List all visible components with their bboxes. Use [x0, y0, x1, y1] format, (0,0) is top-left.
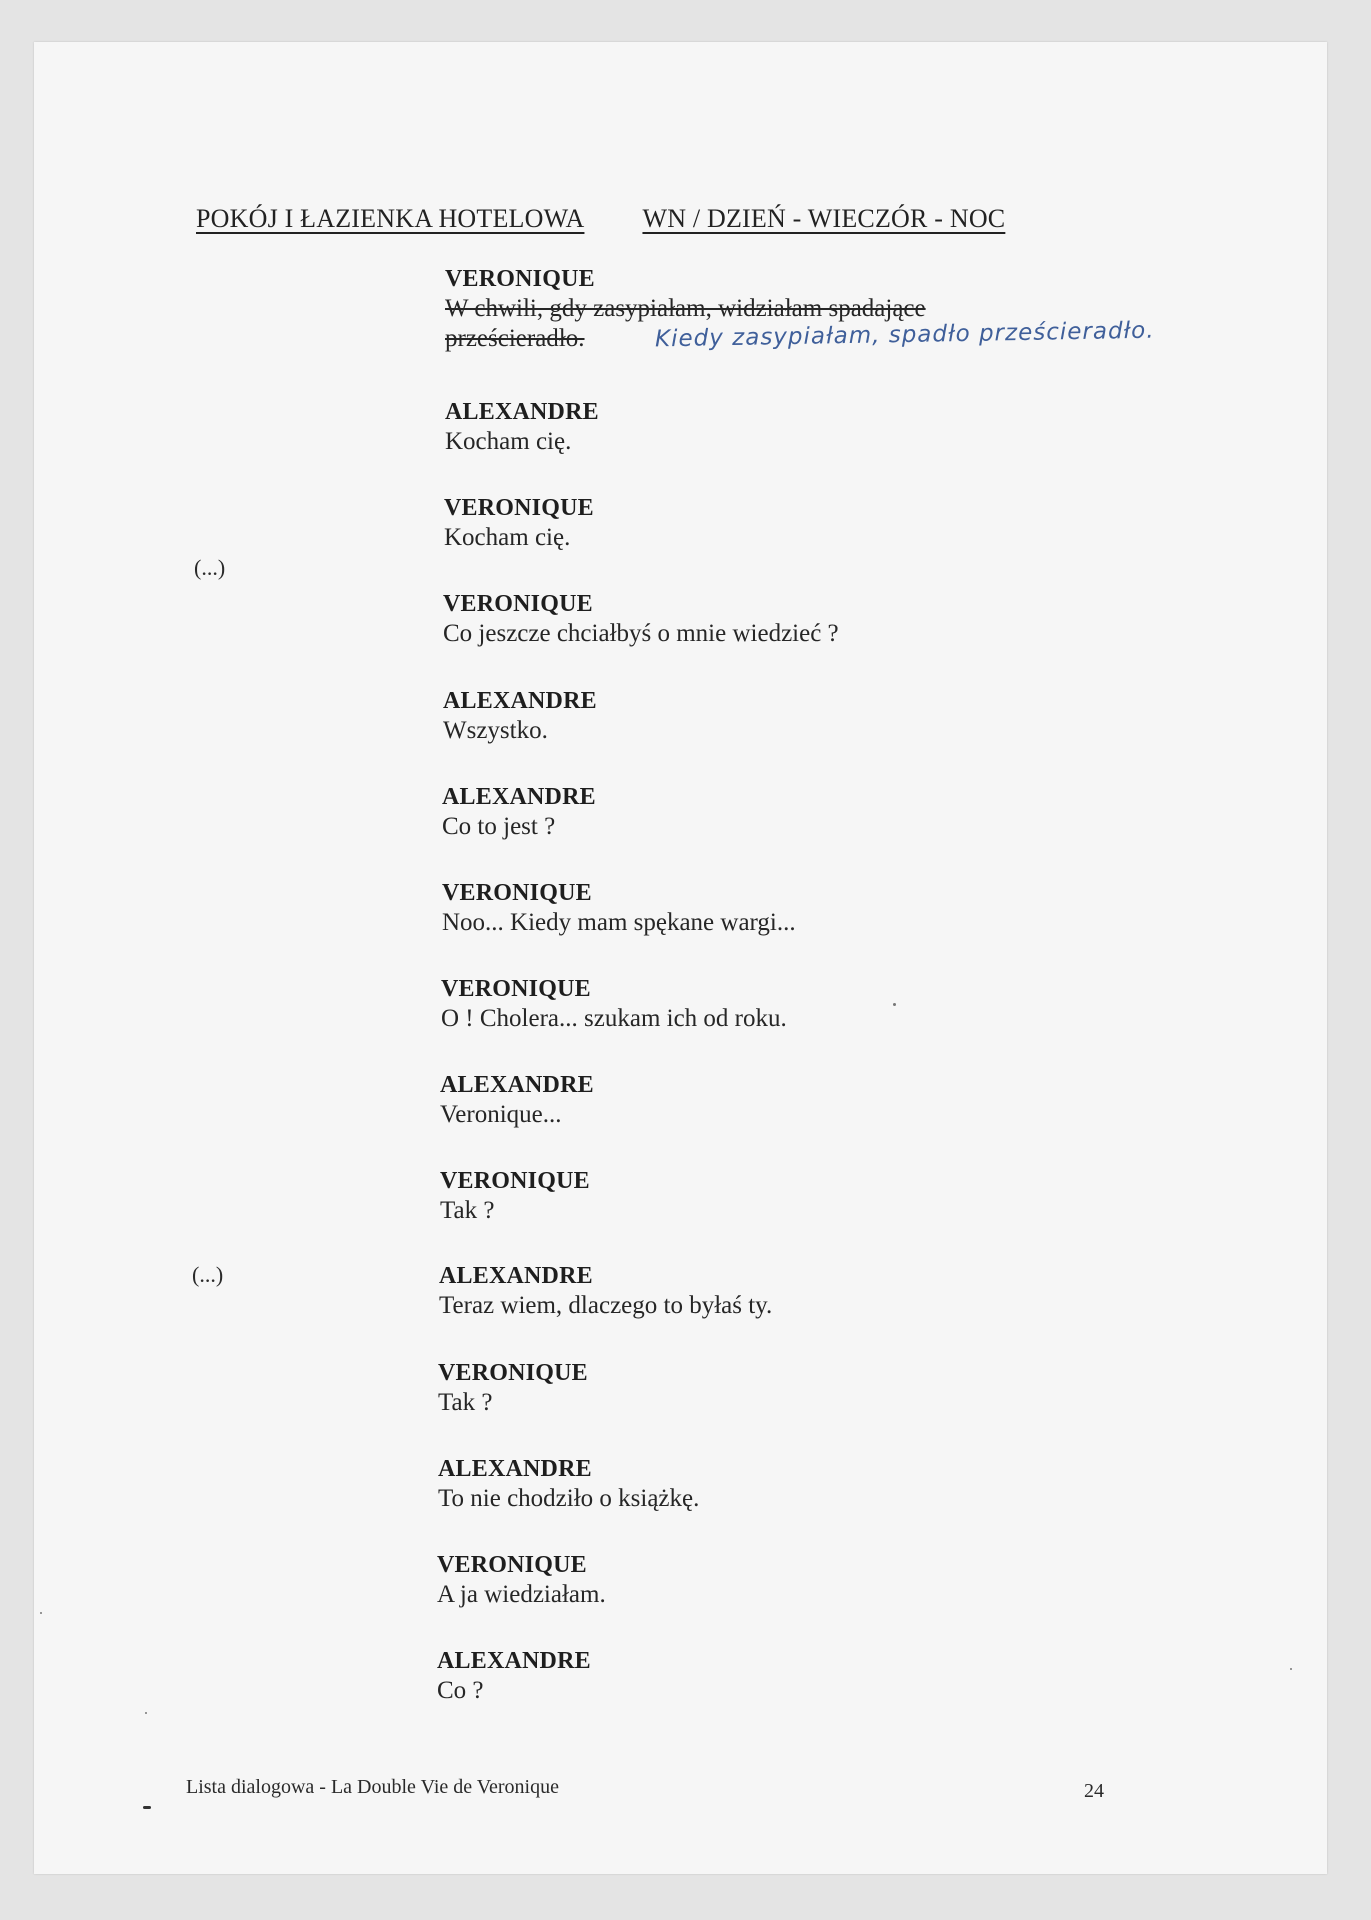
- dialogue-block: [441, 974, 787, 1034]
- speaker-name: ALEXANDRE: [445, 399, 599, 425]
- dialogue-line: Tak ?: [438, 1389, 493, 1416]
- speaker-name: VERONIQUE: [441, 976, 591, 1002]
- speaker-name: VERONIQUE: [440, 1168, 590, 1194]
- dialogue-block: [439, 1261, 772, 1321]
- speaker-name: ALEXANDRE: [440, 1072, 594, 1098]
- dialogue-line: Teraz wiem, dlaczego to byłaś ty.: [439, 1292, 773, 1319]
- dialogue-line: Noo... Kiedy mam spękane wargi...: [442, 909, 796, 936]
- cut-marker: (...): [194, 555, 226, 580]
- dialogue-line: Kocham cię.: [444, 524, 571, 551]
- scene-time: WN / DZIEŃ - WIECZÓR - NOC: [642, 204, 1006, 233]
- handwritten-correction: Kiedy zasypiałam, spadło prześcieradło.: [654, 317, 1155, 353]
- dialogue-block: [438, 1358, 588, 1418]
- dialogue-block: [438, 1454, 699, 1514]
- dialogue-block: [437, 1646, 591, 1706]
- scene-location: POKÓJ I ŁAZIENKA HOTELOWA: [196, 204, 585, 233]
- speaker-name: ALEXANDRE: [443, 688, 597, 714]
- ink-speck: [145, 1712, 147, 1714]
- cut-marker: (...): [192, 1262, 224, 1287]
- dialogue-line: Tak ?: [440, 1197, 495, 1224]
- speaker-name: VERONIQUE: [437, 1552, 587, 1578]
- struck-dialogue-line: prześcieradło.: [445, 325, 585, 352]
- speaker-name: ALEXANDRE: [439, 1263, 593, 1289]
- dialogue-block: [440, 1070, 594, 1130]
- speaker-name: VERONIQUE: [444, 495, 594, 521]
- dialogue-line: Co to jest ?: [442, 813, 556, 840]
- dialogue-block: [437, 1550, 606, 1610]
- ink-speck: [1290, 1668, 1292, 1670]
- dialogue-block: [443, 686, 597, 746]
- speaker-name: VERONIQUE: [442, 880, 592, 906]
- speaker-name: ALEXANDRE: [442, 784, 596, 810]
- dialogue-line: Veronique...: [440, 1101, 562, 1128]
- dialogue-line: To nie chodziło o książkę.: [438, 1485, 700, 1512]
- dialogue-block: [445, 397, 599, 457]
- ink-speck: [893, 1003, 896, 1006]
- dialogue-block: [443, 589, 839, 649]
- dialogue-block: [442, 782, 596, 842]
- page-number: 24: [1084, 1780, 1104, 1802]
- dialogue-line: Wszystko.: [443, 717, 548, 744]
- dialogue-line: O ! Cholera... szukam ich od roku.: [441, 1005, 787, 1032]
- speaker-name: VERONIQUE: [445, 266, 595, 292]
- speaker-name: VERONIQUE: [438, 1360, 588, 1386]
- struck-dialogue-line: W chwili, gdy zasypiałam, widziałam spadające: [445, 295, 926, 322]
- dialogue-line: Kocham cię.: [445, 428, 572, 455]
- scene-header: [196, 204, 1005, 234]
- dialogue-block: [440, 1166, 590, 1226]
- speaker-name: VERONIQUE: [443, 591, 593, 617]
- dialogue-line: Co jeszcze chciałbyś o mnie wiedzieć ?: [443, 620, 839, 647]
- dialogue-line: A ja wiedziałam.: [437, 1581, 606, 1608]
- dialogue-block: [442, 878, 796, 938]
- dialogue-line: Co ?: [437, 1677, 484, 1704]
- ink-speck: [40, 1612, 42, 1614]
- footer-title: Lista dialogowa - La Double Vie de Veronique: [186, 1776, 559, 1798]
- ink-mark: [143, 1806, 151, 1809]
- dialogue-block: [444, 493, 594, 553]
- speaker-name: ALEXANDRE: [438, 1456, 592, 1482]
- speaker-name: ALEXANDRE: [437, 1648, 591, 1674]
